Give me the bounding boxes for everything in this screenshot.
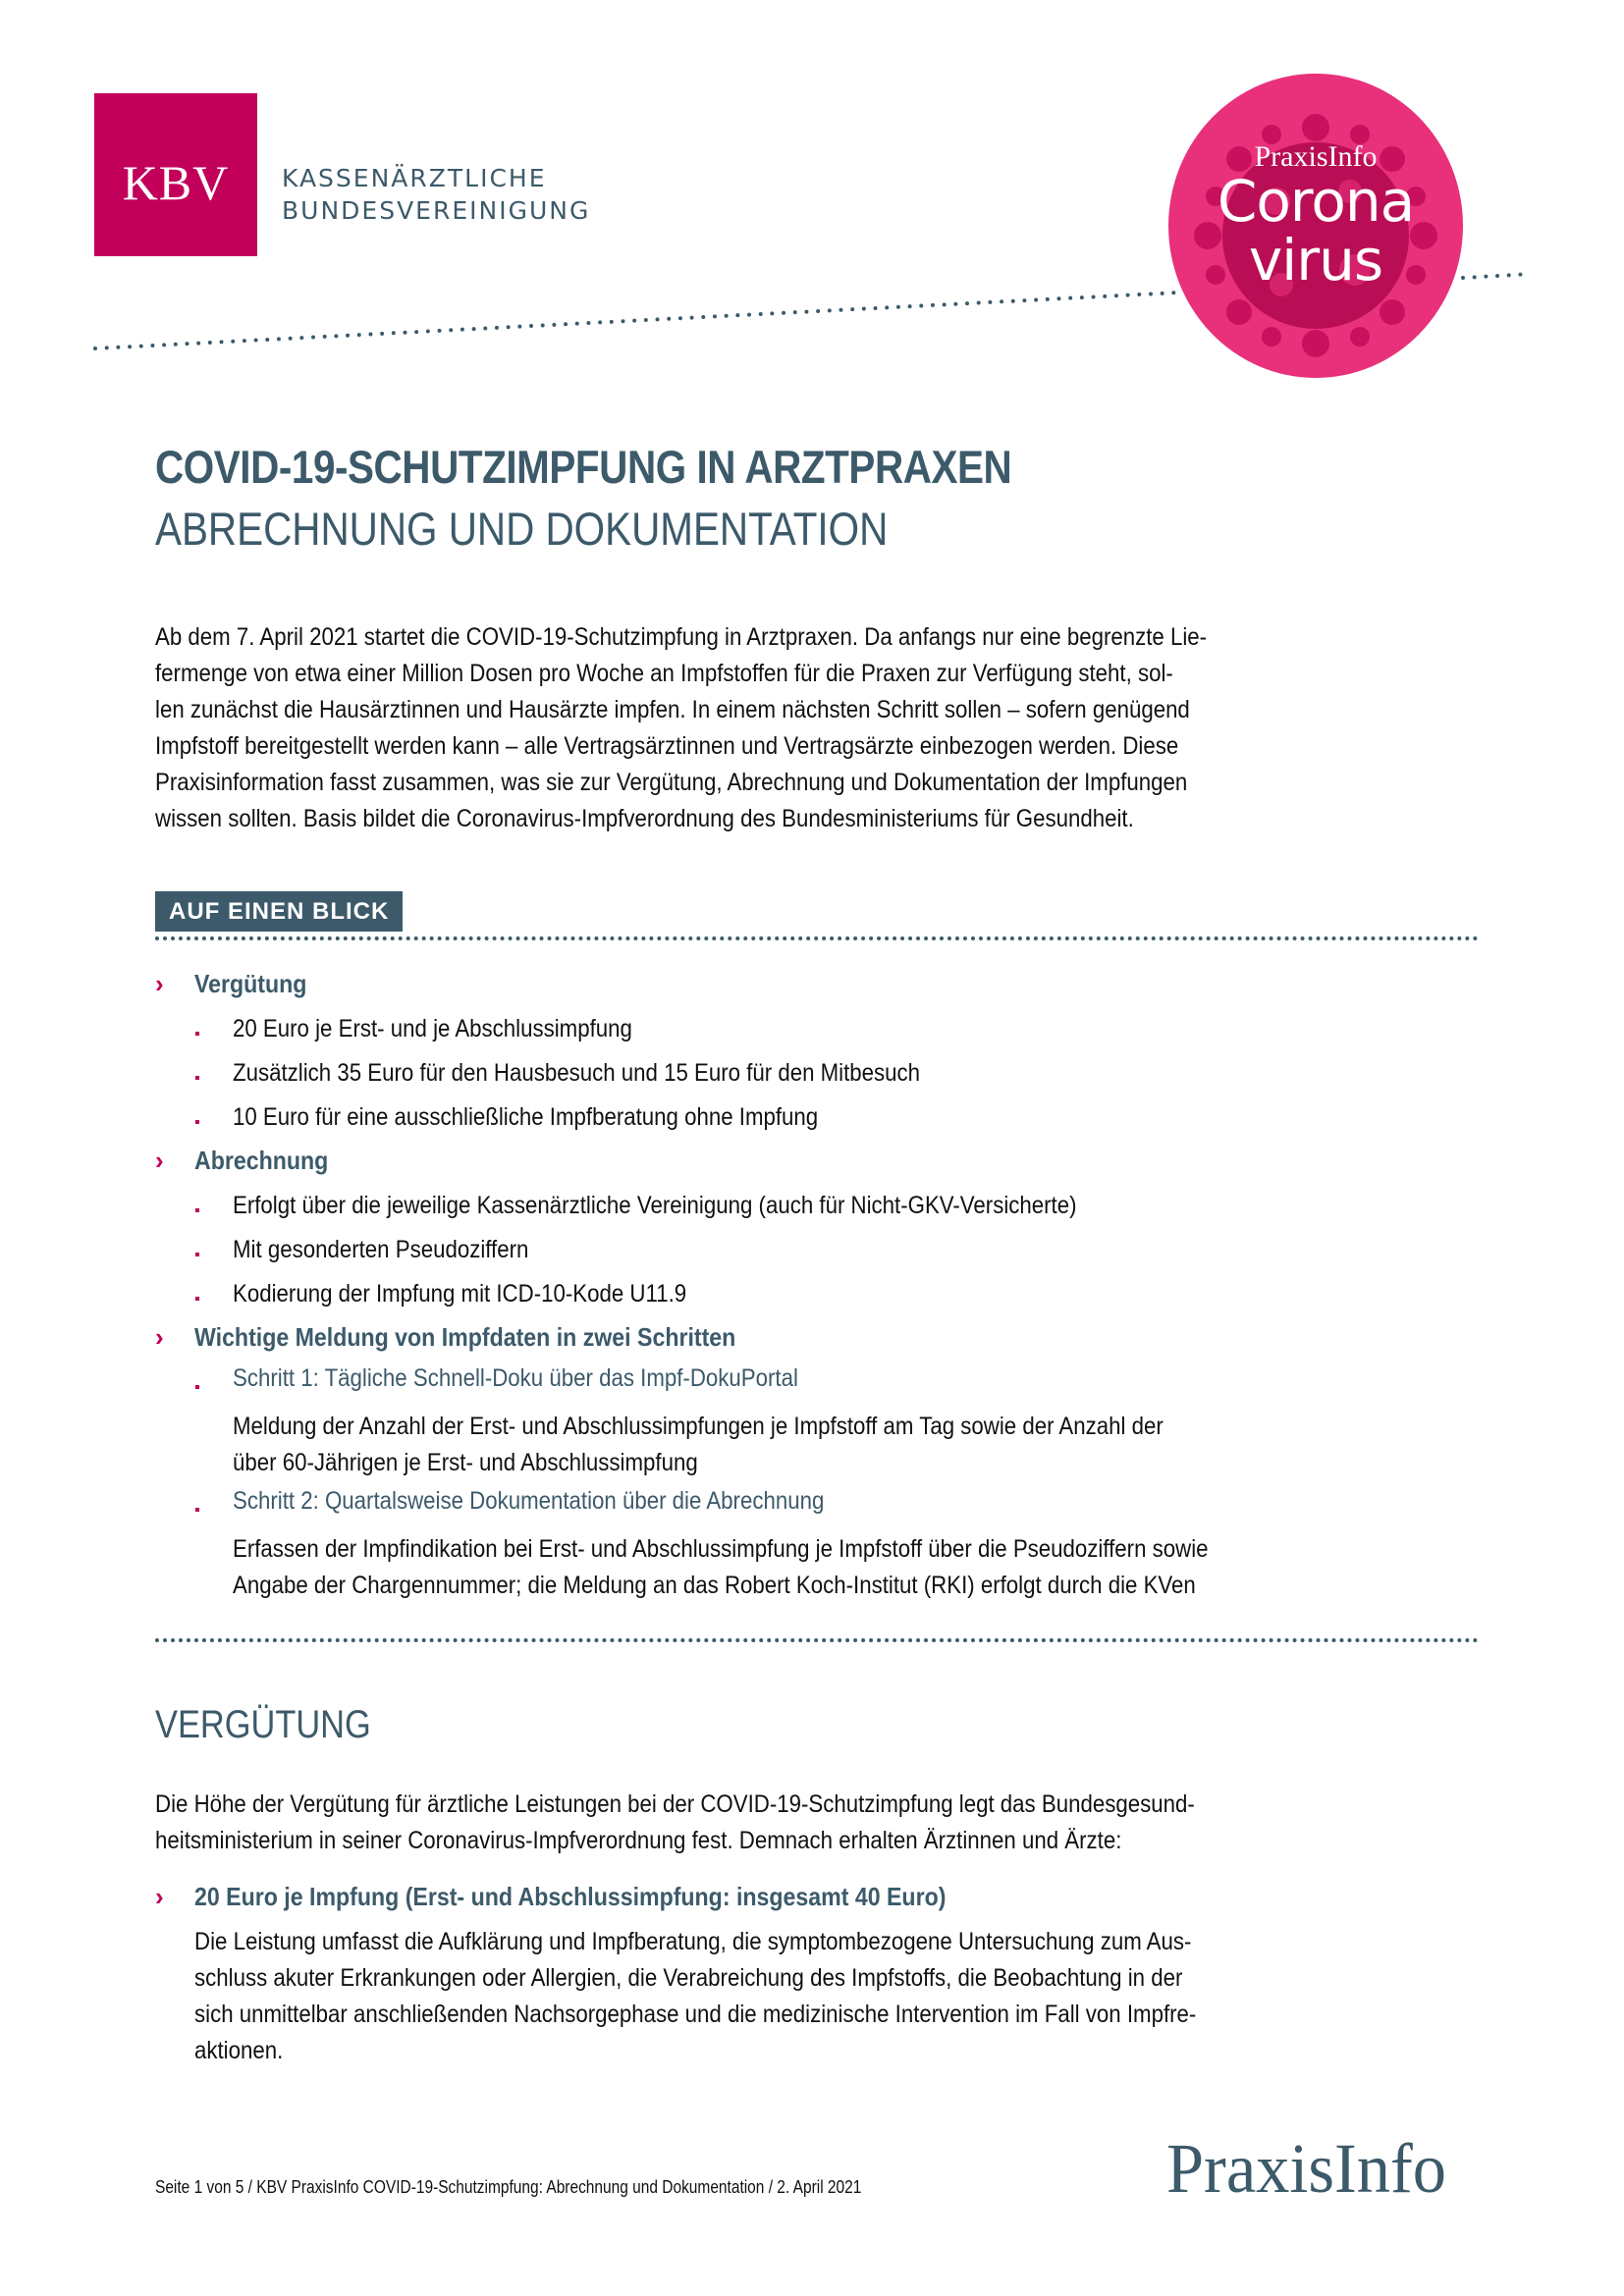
- organization-name: [282, 162, 590, 227]
- badge-corona-virus: [1168, 168, 1463, 294]
- intro-line: Impfstoff bereitgestellt werden kann – alle Vertragsärztinnen und Vertragsärzte einbezogen werden. Diese: [155, 732, 1179, 760]
- intro-paragraph: [155, 619, 1207, 837]
- chevron-right-icon: ›: [155, 1322, 164, 1352]
- section-title-verguetung: VERGÜTUNG: [155, 1703, 371, 1746]
- verguetung-intro-line: Die Höhe der Vergütung für ärztliche Leistungen bei der COVID-19-Schutzimpfung legt das Bundesgesund-: [155, 1790, 1195, 1818]
- overview-item: Kodierung der Impfung mit ICD-10-Kode U11.9: [233, 1280, 687, 1308]
- page-title: COVID-19-SCHUTZIMPFUNG IN ARZTPRAXEN: [155, 441, 1012, 493]
- org-name-line2: BUNDESVEREINIGUNG: [282, 196, 591, 225]
- bullet-icon: [195, 1385, 199, 1389]
- step-1-title: Schritt 1: Tägliche Schnell-Doku über das Impf-DokuPortal: [233, 1364, 798, 1392]
- separator-top: [155, 936, 1479, 940]
- kbv-logo-text: KBV: [122, 155, 230, 210]
- intro-line: Ab dem 7. April 2021 startet die COVID-19-Schutzimpfung in Arztpraxen. Da anfangs nur eine begrenzte Lie-: [155, 623, 1208, 651]
- intro-line: wissen sollten. Basis bildet die Coronavirus-Impfverordnung des Bundesministeriums für Gesundheit.: [155, 805, 1134, 832]
- bullet-icon: [195, 1297, 199, 1301]
- description-line: Die Leistung umfasst die Aufklärung und Impfberatung, die symptombezogene Untersuchung zum Aus-: [194, 1928, 1192, 1955]
- verguetung-item-description: [194, 1924, 1196, 2069]
- org-name-line1: KASSENÄRZTLICHE: [282, 164, 547, 192]
- step-1-description: [233, 1409, 1164, 1481]
- step-line: Meldung der Anzahl der Erst- und Abschlussimpfungen je Impfstoff am Tag sowie der Anzahl der: [233, 1413, 1164, 1440]
- overview-heading-verguetung: Vergütung: [194, 969, 307, 998]
- page-subtitle: ABRECHNUNG UND DOKUMENTATION: [155, 503, 889, 555]
- intro-line: Praxisinformation fasst zusammen, was sie zur Vergütung, Abrechnung und Dokumentation der Impfungen: [155, 769, 1188, 796]
- kbv-logo: [94, 93, 257, 256]
- step-2-title: Schritt 2: Quartalsweise Dokumentation über die Abrechnung: [233, 1487, 825, 1515]
- bullet-icon: [195, 1076, 199, 1080]
- overview-item: Zusätzlich 35 Euro für den Hausbesuch und 15 Euro für den Mitbesuch: [233, 1059, 921, 1087]
- description-line: sich unmittelbar anschließenden Nachsorgephase und die medizinische Intervention im Fall von Impfre-: [194, 2001, 1197, 2028]
- description-line: schluss akuter Erkrankungen oder Allergien, die Verabreichung des Impfstoffs, die Beobachtung in der: [194, 1964, 1183, 1992]
- overview-heading-meldung: Wichtige Meldung von Impfdaten in zwei Schritten: [194, 1322, 736, 1352]
- bullet-icon: [195, 1508, 199, 1512]
- chevron-right-icon: ›: [155, 969, 164, 998]
- step-2-description: [233, 1531, 1209, 1604]
- overview-item: 20 Euro je Erst- und je Abschlussimpfung: [233, 1015, 632, 1042]
- overview-item: Erfolgt über die jeweilige Kassenärztliche Vereinigung (auch für Nicht-GKV-Versicherte): [233, 1192, 1077, 1219]
- step-line: Angabe der Chargennummer; die Meldung an das Robert Koch-Institut (RKI) erfolgt durch die KVen: [233, 1572, 1196, 1599]
- bullet-icon: [195, 1253, 199, 1256]
- separator-bottom: [155, 1638, 1479, 1642]
- bullet-icon: [195, 1120, 199, 1124]
- overview-label: AUF EINEN BLICK: [155, 891, 403, 932]
- verguetung-intro: [155, 1787, 1195, 1859]
- badge-text: [1168, 74, 1463, 378]
- chevron-right-icon: ›: [155, 1146, 164, 1175]
- footer-page-info: Seite 1 von 5 / KBV PraxisInfo COVID-19-Schutzimpfung: Abrechnung und Dokumentation / 2. April 2021: [155, 2177, 862, 2197]
- bullet-icon: [195, 1208, 199, 1212]
- bullet-icon: [195, 1032, 199, 1036]
- step-line: Erfassen der Impfindikation bei Erst- und Abschlussimpfung je Impfstoff über die Pseudoziffern sowie: [233, 1535, 1209, 1563]
- overview-heading-abrechnung: Abrechnung: [194, 1146, 329, 1175]
- overview-item: 10 Euro für eine ausschließliche Impfberatung ohne Impfung: [233, 1103, 819, 1131]
- footer-brand-praxisinfo: PraxisInfo: [1166, 2129, 1446, 2208]
- badge-praxisinfo: PraxisInfo: [1254, 140, 1378, 173]
- badge-line1: Corona: [1217, 168, 1415, 235]
- intro-line: fermenge von etwa einer Million Dosen pro Woche an Impfstoffen für die Praxen zur Verfügung steht, sol-: [155, 660, 1173, 687]
- chevron-right-icon: ›: [155, 1882, 164, 1911]
- badge-line2: virus: [1248, 227, 1383, 294]
- verguetung-intro-line: heitsministerium in seiner Coronavirus-Impfverordnung fest. Demnach erhalten Ärztinnen und Ärzte:: [155, 1827, 1122, 1854]
- overview-item: Mit gesonderten Pseudoziffern: [233, 1236, 529, 1263]
- step-line: über 60-Jährigen je Erst- und Abschlussimpfung: [233, 1449, 698, 1476]
- verguetung-item-heading: 20 Euro je Impfung (Erst- und Abschlussimpfung: insgesamt 40 Euro): [194, 1882, 947, 1911]
- intro-line: len zunächst die Hausärztinnen und Hausärzte impfen. In einem nächsten Schritt sollen – sofern genügend: [155, 696, 1190, 723]
- description-line: aktionen.: [194, 2037, 284, 2064]
